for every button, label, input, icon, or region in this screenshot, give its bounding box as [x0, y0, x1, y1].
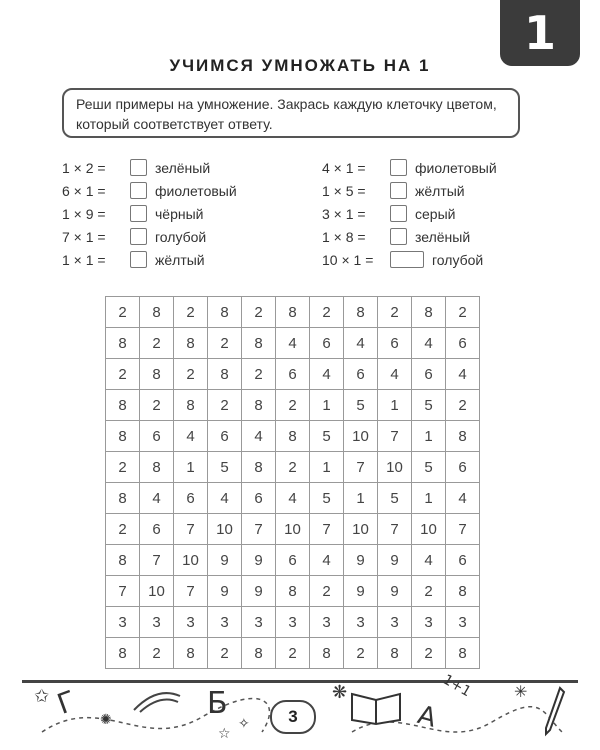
grid-cell[interactable]: 2 — [276, 390, 310, 421]
answer-box[interactable] — [130, 251, 147, 268]
grid-cell[interactable]: 2 — [174, 297, 208, 328]
answer-box[interactable] — [130, 159, 147, 176]
color-label: голубой — [432, 251, 484, 268]
grid-cell[interactable]: 8 — [242, 328, 276, 359]
grid-cell[interactable]: 5 — [412, 452, 446, 483]
color-label: чёрный — [155, 205, 204, 222]
grid-cell[interactable]: 2 — [140, 390, 174, 421]
grid-cell[interactable]: 4 — [208, 483, 242, 514]
grid-cell[interactable]: 7 — [174, 514, 208, 545]
grid-cell[interactable]: 7 — [378, 421, 412, 452]
grid-cell[interactable]: 10 — [174, 545, 208, 576]
grid-cell[interactable]: 2 — [106, 297, 140, 328]
grid-cell[interactable]: 8 — [242, 390, 276, 421]
grid-cell[interactable]: 10 — [378, 452, 412, 483]
grid-cell[interactable]: 4 — [140, 483, 174, 514]
grid-cell[interactable]: 5 — [310, 483, 344, 514]
grid-cell[interactable]: 4 — [412, 328, 446, 359]
grid-cell[interactable]: 6 — [344, 359, 378, 390]
grid-cell[interactable]: 8 — [378, 638, 412, 669]
grid-cell[interactable]: 8 — [446, 576, 480, 607]
grid-cell[interactable]: 10 — [208, 514, 242, 545]
equation-expression: 6 × 1 = — [62, 182, 106, 199]
grid-cell[interactable]: 1 — [412, 483, 446, 514]
equation-expression: 10 × 1 = — [322, 251, 374, 268]
answer-box[interactable] — [390, 159, 407, 176]
grid-cell[interactable]: 6 — [446, 452, 480, 483]
grid-cell[interactable]: 8 — [310, 638, 344, 669]
grid-cell[interactable]: 9 — [378, 576, 412, 607]
grid-cell[interactable]: 4 — [412, 545, 446, 576]
answer-box[interactable] — [390, 182, 407, 199]
grid-cell[interactable]: 8 — [276, 297, 310, 328]
grid-cell[interactable]: 2 — [276, 452, 310, 483]
grid-cell[interactable]: 8 — [242, 452, 276, 483]
grid-cell[interactable]: 9 — [242, 576, 276, 607]
grid-cell[interactable]: 2 — [276, 638, 310, 669]
grid-cell[interactable]: 6 — [208, 421, 242, 452]
grid-cell[interactable]: 2 — [208, 328, 242, 359]
grid-cell[interactable]: 6 — [412, 359, 446, 390]
grid-cell[interactable]: 7 — [378, 514, 412, 545]
equations-left — [62, 156, 237, 271]
flower-icon: ❋ — [332, 682, 348, 703]
equation-row — [322, 225, 497, 248]
grid-cell[interactable]: 4 — [446, 483, 480, 514]
grid-cell[interactable]: 3 — [344, 607, 378, 638]
grid-cell[interactable]: 8 — [276, 576, 310, 607]
grid-cell[interactable]: 10 — [140, 576, 174, 607]
answer-box[interactable] — [390, 228, 407, 245]
grid-cell[interactable]: 2 — [344, 638, 378, 669]
star-icon: ✩ — [34, 686, 50, 707]
page-title: УЧИМСЯ УМНОЖАТЬ НА 1 — [169, 56, 431, 75]
equation-expression: 1 × 9 = — [62, 205, 106, 222]
grid-cell[interactable]: 4 — [276, 483, 310, 514]
color-label: серый — [415, 205, 456, 222]
answer-box[interactable] — [390, 251, 424, 268]
grid-cell[interactable]: 2 — [106, 514, 140, 545]
grid-cell[interactable]: 3 — [208, 607, 242, 638]
grid-cell[interactable]: 2 — [412, 576, 446, 607]
equations-right — [322, 156, 497, 271]
grid-cell[interactable]: 5 — [378, 483, 412, 514]
grid-cell[interactable]: 8 — [140, 297, 174, 328]
grid-cell[interactable]: 3 — [242, 607, 276, 638]
grid-cell[interactable]: 2 — [242, 359, 276, 390]
grid-cell[interactable]: 1 — [310, 390, 344, 421]
grid-cell[interactable]: 2 — [140, 638, 174, 669]
sparkle-icon: ✺ — [100, 712, 112, 728]
grid-cell[interactable]: 3 — [140, 607, 174, 638]
grid-cell[interactable]: 4 — [310, 545, 344, 576]
equation-row — [322, 179, 497, 202]
color-label: жёлтый — [155, 251, 205, 268]
equation-expression: 4 × 1 = — [322, 159, 366, 176]
letter-g: Г — [52, 684, 81, 721]
grid-cell[interactable]: 4 — [242, 421, 276, 452]
answer-box[interactable] — [130, 205, 147, 222]
grid-cell[interactable]: 8 — [140, 452, 174, 483]
grid-cell[interactable]: 8 — [446, 421, 480, 452]
grid-cell[interactable]: 2 — [242, 297, 276, 328]
grid-cell[interactable]: 8 — [106, 390, 140, 421]
grid-cell[interactable]: 4 — [174, 421, 208, 452]
color-label: зелёный — [155, 159, 211, 176]
grid-cell[interactable]: 1 — [412, 421, 446, 452]
grid-cell[interactable]: 2 — [208, 638, 242, 669]
grid-cell[interactable]: 4 — [276, 328, 310, 359]
grid-cell[interactable]: 5 — [208, 452, 242, 483]
color-label: голубой — [155, 228, 207, 245]
grid-cell[interactable]: 7 — [174, 576, 208, 607]
grid-cell[interactable]: 8 — [276, 421, 310, 452]
grid-cell[interactable]: 8 — [174, 390, 208, 421]
star-outline-icon: ☆ — [218, 726, 231, 742]
grid-cell[interactable]: 7 — [310, 514, 344, 545]
answer-box[interactable] — [130, 182, 147, 199]
grid-cell[interactable]: 9 — [208, 576, 242, 607]
color-label: жёлтый — [415, 182, 465, 199]
instruction-box: Реши примеры на умножение. Закрась каждую клеточку цветом, который соответствует ответу. — [62, 88, 520, 138]
grid-cell[interactable]: 5 — [310, 421, 344, 452]
grid-cell[interactable]: 8 — [106, 483, 140, 514]
grid-cell[interactable]: 6 — [446, 545, 480, 576]
grid-cell[interactable]: 6 — [276, 545, 310, 576]
grid-cell[interactable]: 7 — [106, 576, 140, 607]
grid-cell[interactable]: 7 — [242, 514, 276, 545]
grid-cell[interactable]: 2 — [106, 359, 140, 390]
grid-cell[interactable]: 8 — [242, 638, 276, 669]
grid-cell[interactable]: 8 — [140, 359, 174, 390]
equation-expression: 3 × 1 = — [322, 205, 366, 222]
swoosh-icon — [132, 684, 182, 714]
grid-cell[interactable]: 1 — [310, 452, 344, 483]
answer-box[interactable] — [130, 228, 147, 245]
grid-cell[interactable]: 2 — [446, 297, 480, 328]
grid-cell[interactable]: 3 — [378, 607, 412, 638]
equation-expression: 7 × 1 = — [62, 228, 106, 245]
equation-expression: 1 × 1 = — [62, 251, 106, 268]
grid-cell[interactable]: 8 — [106, 638, 140, 669]
equation-row — [62, 156, 237, 179]
page-number: 3 — [270, 700, 316, 734]
grid-cell[interactable]: 8 — [344, 297, 378, 328]
grid-cell[interactable]: 4 — [446, 359, 480, 390]
coloring-grid — [105, 296, 480, 669]
grid-cell[interactable]: 3 — [412, 607, 446, 638]
grid-cell[interactable]: 5 — [412, 390, 446, 421]
grid-cell[interactable]: 6 — [140, 514, 174, 545]
grid-cell[interactable]: 8 — [174, 328, 208, 359]
equation-expression: 1 × 8 = — [322, 228, 366, 245]
equation-row — [62, 248, 237, 271]
grid-cell[interactable]: 4 — [344, 328, 378, 359]
equation-row — [322, 202, 497, 225]
grid-cell[interactable]: 2 — [412, 638, 446, 669]
grid-cell[interactable]: 3 — [276, 607, 310, 638]
grid-cell[interactable]: 9 — [378, 545, 412, 576]
grid-cell[interactable]: 2 — [106, 452, 140, 483]
grid-cell[interactable]: 6 — [446, 328, 480, 359]
grid-cell[interactable]: 8 — [106, 328, 140, 359]
grid-cell[interactable]: 2 — [174, 359, 208, 390]
pencil-icon — [542, 686, 566, 738]
equation-row — [62, 202, 237, 225]
equation-row — [62, 179, 237, 202]
letter-b: Б — [207, 686, 228, 721]
color-label: фиолетовый — [415, 159, 497, 176]
color-label: фиолетовый — [155, 182, 237, 199]
grid-cell[interactable]: 2 — [446, 390, 480, 421]
color-label: зелёный — [415, 228, 471, 245]
grid-cell[interactable]: 9 — [344, 545, 378, 576]
grid-cell[interactable]: 6 — [174, 483, 208, 514]
grid-cell[interactable]: 5 — [344, 390, 378, 421]
grid-cell[interactable]: 2 — [208, 390, 242, 421]
grid-cell[interactable]: 8 — [446, 638, 480, 669]
grid-cell[interactable]: 3 — [446, 607, 480, 638]
grid-cell[interactable]: 1 — [174, 452, 208, 483]
grid-cell[interactable]: 3 — [174, 607, 208, 638]
letter-a: А — [414, 700, 440, 734]
small-star-icon: ✧ — [238, 716, 250, 732]
grid-cell[interactable]: 6 — [276, 359, 310, 390]
grid-cell[interactable]: 2 — [310, 576, 344, 607]
grid-cell[interactable]: 4 — [310, 359, 344, 390]
grid-cell[interactable]: 8 — [208, 359, 242, 390]
grid-cell[interactable]: 8 — [106, 545, 140, 576]
plus-one-doodle: 1+1 — [439, 671, 474, 701]
open-book-icon — [348, 686, 404, 726]
grid-cell[interactable]: 10 — [412, 514, 446, 545]
grid-cell[interactable]: 1 — [378, 390, 412, 421]
grid-cell[interactable]: 8 — [412, 297, 446, 328]
sparkle-star-icon: ✳ — [514, 682, 528, 701]
chapter-tab: 1 — [500, 0, 580, 66]
grid-cell[interactable]: 7 — [140, 545, 174, 576]
grid-cell[interactable]: 6 — [310, 328, 344, 359]
grid-cell[interactable]: 9 — [208, 545, 242, 576]
grid-cell[interactable]: 6 — [378, 328, 412, 359]
grid-cell[interactable]: 10 — [276, 514, 310, 545]
grid-cell[interactable]: 3 — [310, 607, 344, 638]
grid-cell[interactable]: 8 — [208, 297, 242, 328]
equation-row — [322, 248, 497, 271]
grid-cell[interactable]: 8 — [106, 421, 140, 452]
equation-expression: 1 × 5 = — [322, 182, 366, 199]
equation-row — [322, 156, 497, 179]
grid-cell[interactable]: 10 — [344, 421, 378, 452]
grid-cell[interactable]: 3 — [106, 607, 140, 638]
equation-row — [62, 225, 237, 248]
grid-cell[interactable]: 7 — [344, 452, 378, 483]
grid-cell[interactable]: 2 — [378, 297, 412, 328]
grid-cell[interactable]: 9 — [242, 545, 276, 576]
grid-cell[interactable]: 6 — [140, 421, 174, 452]
grid-cell[interactable]: 10 — [344, 514, 378, 545]
grid-cell[interactable]: 8 — [174, 638, 208, 669]
grid-cell[interactable]: 7 — [446, 514, 480, 545]
grid-cell[interactable]: 9 — [344, 576, 378, 607]
grid-cell[interactable]: 1 — [344, 483, 378, 514]
grid-cell[interactable]: 2 — [310, 297, 344, 328]
answer-box[interactable] — [390, 205, 407, 222]
grid-cell[interactable]: 4 — [378, 359, 412, 390]
grid-cell[interactable]: 2 — [140, 328, 174, 359]
equation-expression: 1 × 2 = — [62, 159, 106, 176]
grid-cell[interactable]: 6 — [242, 483, 276, 514]
